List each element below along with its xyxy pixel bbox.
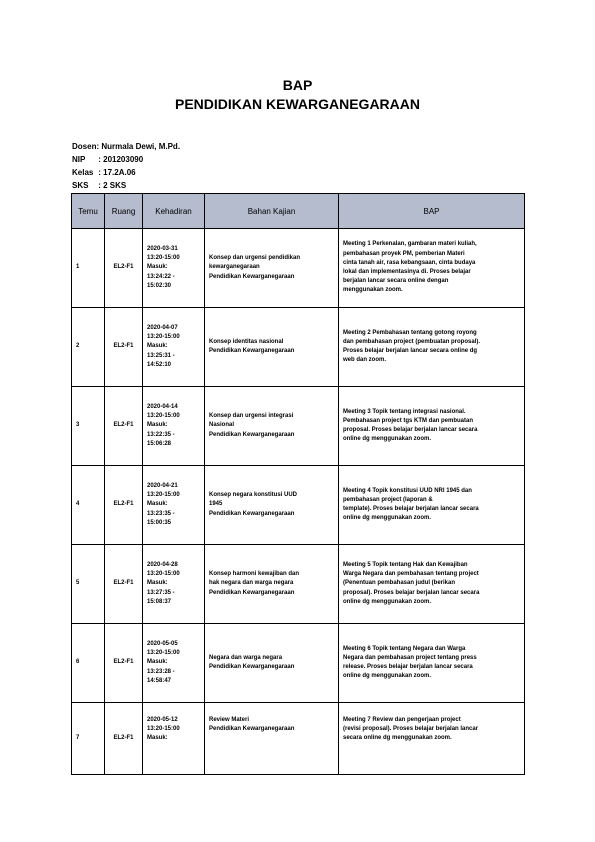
- bahan-kajian-line: Konsep dan urgensi integrasi: [209, 413, 294, 420]
- bap-line: Meeting 4 Topik konstitusi UUD NRI 1945 dan: [343, 487, 472, 494]
- bap-line: dan pembahasan project (pembuatan proposal).: [343, 338, 481, 345]
- bahan-kajian-cell: [205, 545, 339, 624]
- kehadiran-line: 14:52:10: [147, 361, 172, 368]
- kehadiran-line: 2020-04-21: [147, 482, 178, 489]
- bap-cell: [339, 545, 525, 624]
- bap-line: Proses belajar berjalan lancar secara online dg: [343, 348, 478, 354]
- bap-cell: [339, 229, 525, 308]
- kelas-value: : 17.2A.06: [98, 168, 136, 177]
- ruang-cell: EL2-F1: [105, 466, 143, 545]
- bahan-kajian-line: Pendidikan Kewarganegaraan: [209, 726, 295, 733]
- kehadiran-line: Masuk:: [147, 422, 168, 429]
- bap-line: Meeting 3 Topik tentang integrasi nasional.: [343, 408, 466, 415]
- bahan-kajian-line: Konsep dan urgensi pendidikan: [209, 255, 301, 262]
- kehadiran-line: 13:20-15:00: [147, 492, 180, 499]
- bahan-kajian-line: Nasional: [209, 422, 235, 429]
- bap-line: Meeting 6 Topik tentang Negara dan Warga: [343, 645, 466, 652]
- kehadiran-line: 15:06:28: [147, 440, 172, 447]
- bahan-kajian-line: Konsep harmoni kewajiban dan: [209, 571, 300, 578]
- kehadiran-line: 13:20-15:00: [147, 726, 180, 733]
- temu-cell: 5: [72, 545, 105, 624]
- kehadiran-line: 13:24:22 -: [147, 273, 175, 280]
- bap-line: online dg menggunakan zoom.: [343, 515, 432, 522]
- header-bap: BAP: [339, 194, 525, 229]
- bap-cell: [339, 308, 525, 387]
- bap-line: template). Proses belajar berjalan lancar secara: [343, 506, 479, 512]
- kelas-row: [72, 166, 180, 179]
- bahan-kajian-cell: [205, 703, 339, 775]
- bap-line: pembahasan project (laporan &: [343, 496, 433, 503]
- kehadiran-line: 15:08:37: [147, 598, 172, 605]
- ruang-cell: EL2-F1: [105, 545, 143, 624]
- nip-label: NIP: [72, 155, 86, 164]
- bap-line: (Penentuan pembahasan judul (berikan: [343, 580, 456, 587]
- bap-cell: [339, 703, 525, 775]
- table-row: [72, 229, 525, 308]
- bap-line: cinta tanah air, rasa kebangsaan, cinta budaya: [343, 259, 476, 266]
- bahan-kajian-line: Review Materi: [209, 717, 250, 723]
- nip-value: : 201203090: [98, 155, 144, 164]
- sks-value: : 2 SKS: [98, 181, 127, 190]
- bap-line: Meeting 7 Review dan pengerjaan project: [343, 717, 461, 723]
- bap-table: [71, 193, 525, 775]
- document-subtitle: PENDIDIKAN KEWARGANEGARAAN: [174, 96, 420, 112]
- bap-line: online dg menggunakan zoom.: [343, 436, 432, 443]
- table-row: [72, 545, 525, 624]
- bahan-kajian-cell: [205, 624, 339, 703]
- table-row: [72, 703, 525, 775]
- kehadiran-cell: [143, 703, 205, 775]
- dosen-row: [72, 140, 180, 153]
- dosen-label: Dosen:: [72, 142, 100, 151]
- bap-line: (revisi proposal). Proses belajar berjalan lancar: [343, 726, 479, 733]
- kehadiran-line: 13:20-15:00: [147, 413, 180, 420]
- bahan-kajian-cell: [205, 466, 339, 545]
- temu-cell: 6: [72, 624, 105, 703]
- kehadiran-cell: [143, 308, 205, 387]
- bap-line: Negara dan pembahasan project tentang press: [343, 654, 477, 661]
- ruang-cell: EL2-F1: [105, 308, 143, 387]
- kehadiran-line: 2020-04-14: [147, 403, 178, 410]
- kehadiran-line: 13:20-15:00: [147, 334, 180, 341]
- bahan-kajian-line: Pendidikan Kewarganegaraan: [209, 510, 295, 517]
- kehadiran-line: 13:23:35 -: [147, 510, 175, 517]
- bahan-kajian-line: Pendidikan Kewarganegaraan: [209, 273, 295, 280]
- bahan-kajian-line: kewarganegaraan: [209, 264, 260, 271]
- bahan-kajian-cell: [205, 387, 339, 466]
- kehadiran-line: Masuk:: [147, 659, 168, 666]
- header-temu: Temu: [72, 194, 105, 229]
- table-row: [72, 466, 525, 545]
- bap-line: menggunakan zoom.: [343, 287, 403, 294]
- bahan-kajian-cell: [205, 229, 339, 308]
- nip-row: [72, 153, 180, 166]
- table-row: [72, 387, 525, 466]
- kehadiran-line: Masuk:: [147, 580, 168, 587]
- temu-cell: 4: [72, 466, 105, 545]
- kehadiran-line: 13:25:31 -: [147, 352, 175, 359]
- kehadiran-line: 13:20-15:00: [147, 255, 180, 262]
- document-title: BAP: [282, 77, 313, 93]
- table-header-row: [72, 194, 525, 229]
- bap-line: pembahasan proyek PM, pemberian Materi: [343, 250, 465, 257]
- bap-cell: [339, 466, 525, 545]
- bap-line: Pembahasan project tgs KTM dan pembuatan: [343, 417, 474, 424]
- ruang-cell: EL2-F1: [105, 229, 143, 308]
- bahan-kajian-line: Pendidikan Kewarganegaraan: [209, 348, 295, 354]
- temu-cell: 3: [72, 387, 105, 466]
- kehadiran-line: 15:00:35: [147, 519, 172, 526]
- header-kehadiran: Kehadiran: [143, 194, 205, 229]
- kehadiran-line: 14:58:47: [147, 677, 172, 684]
- kehadiran-line: Masuk:: [147, 343, 168, 350]
- bahan-kajian-line: Pendidikan Kewarganegaraan: [209, 431, 295, 438]
- sks-label: SKS: [72, 181, 89, 190]
- bap-line: Meeting 5 Topik tentang Hak dan Kewajiban: [343, 561, 468, 568]
- kehadiran-line: 2020-04-07: [147, 324, 178, 331]
- kehadiran-line: 2020-04-28: [147, 561, 178, 568]
- bahan-kajian-line: hak negara dan warga negara: [209, 580, 294, 587]
- bap-line: proposal). Proses belajar berjalan lancar secara: [343, 589, 480, 596]
- bap-line: online dg menggunakan zoom.: [343, 673, 432, 680]
- bap-line: online dg menggunakan zoom.: [343, 598, 432, 605]
- kehadiran-line: 2020-05-05: [147, 640, 178, 647]
- table-row: [72, 624, 525, 703]
- ruang-cell: EL2-F1: [105, 703, 143, 775]
- bap-line: proposal. Proses belajar berjalan lancar secara: [343, 427, 478, 433]
- temu-cell: 1: [72, 229, 105, 308]
- bahan-kajian-line: Konsep identitas nasional: [209, 338, 284, 345]
- sks-row: [72, 179, 180, 192]
- ruang-cell: EL2-F1: [105, 387, 143, 466]
- kehadiran-line: 15:02:30: [147, 282, 172, 289]
- bahan-kajian-line: Pendidikan Kewarganegaraan: [209, 589, 295, 596]
- bap-line: Meeting 1 Perkenalan, gambaran materi kuliah,: [343, 241, 477, 248]
- dosen-value: Nurmala Dewi, M.Pd.: [101, 142, 181, 151]
- header-ruang: Ruang: [105, 194, 143, 229]
- kehadiran-line: 13:23:28 -: [147, 668, 175, 675]
- bap-line: secara online dg menggunakan zoom.: [343, 735, 452, 742]
- bahan-kajian-cell: [205, 308, 339, 387]
- bap-line: lokal dan implementasinya di. Proses belajar: [343, 269, 471, 275]
- bap-line: Warga Negara dan pembahasan tentang project: [343, 571, 479, 578]
- course-info: [72, 140, 180, 192]
- kehadiran-line: Masuk:: [147, 501, 168, 508]
- kehadiran-line: 13:20-15:00: [147, 650, 180, 657]
- temu-cell: 2: [72, 308, 105, 387]
- kehadiran-line: 2020-03-31: [147, 245, 178, 252]
- bahan-kajian-line: 1945: [209, 501, 223, 508]
- kehadiran-cell: [143, 545, 205, 624]
- kehadiran-line: 13:22:35 -: [147, 431, 175, 438]
- kelas-label: Kelas: [72, 168, 94, 177]
- ruang-cell: EL2-F1: [105, 624, 143, 703]
- kehadiran-cell: [143, 624, 205, 703]
- bahan-kajian-line: Pendidikan Kewarganegaraan: [209, 664, 295, 670]
- bahan-kajian-line: Konsep negara konstitusi UUD: [209, 492, 298, 499]
- table-row: [72, 308, 525, 387]
- bap-cell: [339, 387, 525, 466]
- temu-cell: 7: [72, 703, 105, 775]
- header-bahan-kajian: Bahan Kajian: [205, 194, 339, 229]
- kehadiran-cell: [143, 466, 205, 545]
- bap-line: web dan zoom.: [343, 357, 387, 364]
- kehadiran-line: 2020-05-12: [147, 717, 178, 723]
- kehadiran-line: Masuk:: [147, 264, 168, 271]
- kehadiran-cell: [143, 229, 205, 308]
- bap-line: release. Proses belajar berjalan lancar secara: [343, 664, 473, 670]
- kehadiran-line: 13:20-15:00: [147, 571, 180, 578]
- bahan-kajian-line: Negara dan warga negara: [209, 654, 283, 661]
- bap-line: Meeting 2 Pembahasan tentang gotong royong: [343, 329, 477, 336]
- bap-cell: [339, 624, 525, 703]
- kehadiran-cell: [143, 387, 205, 466]
- kehadiran-line: Masuk:: [147, 735, 168, 742]
- kehadiran-line: 13:27:35 -: [147, 589, 175, 596]
- bap-line: berjalan lancar secara online dengan: [343, 278, 449, 285]
